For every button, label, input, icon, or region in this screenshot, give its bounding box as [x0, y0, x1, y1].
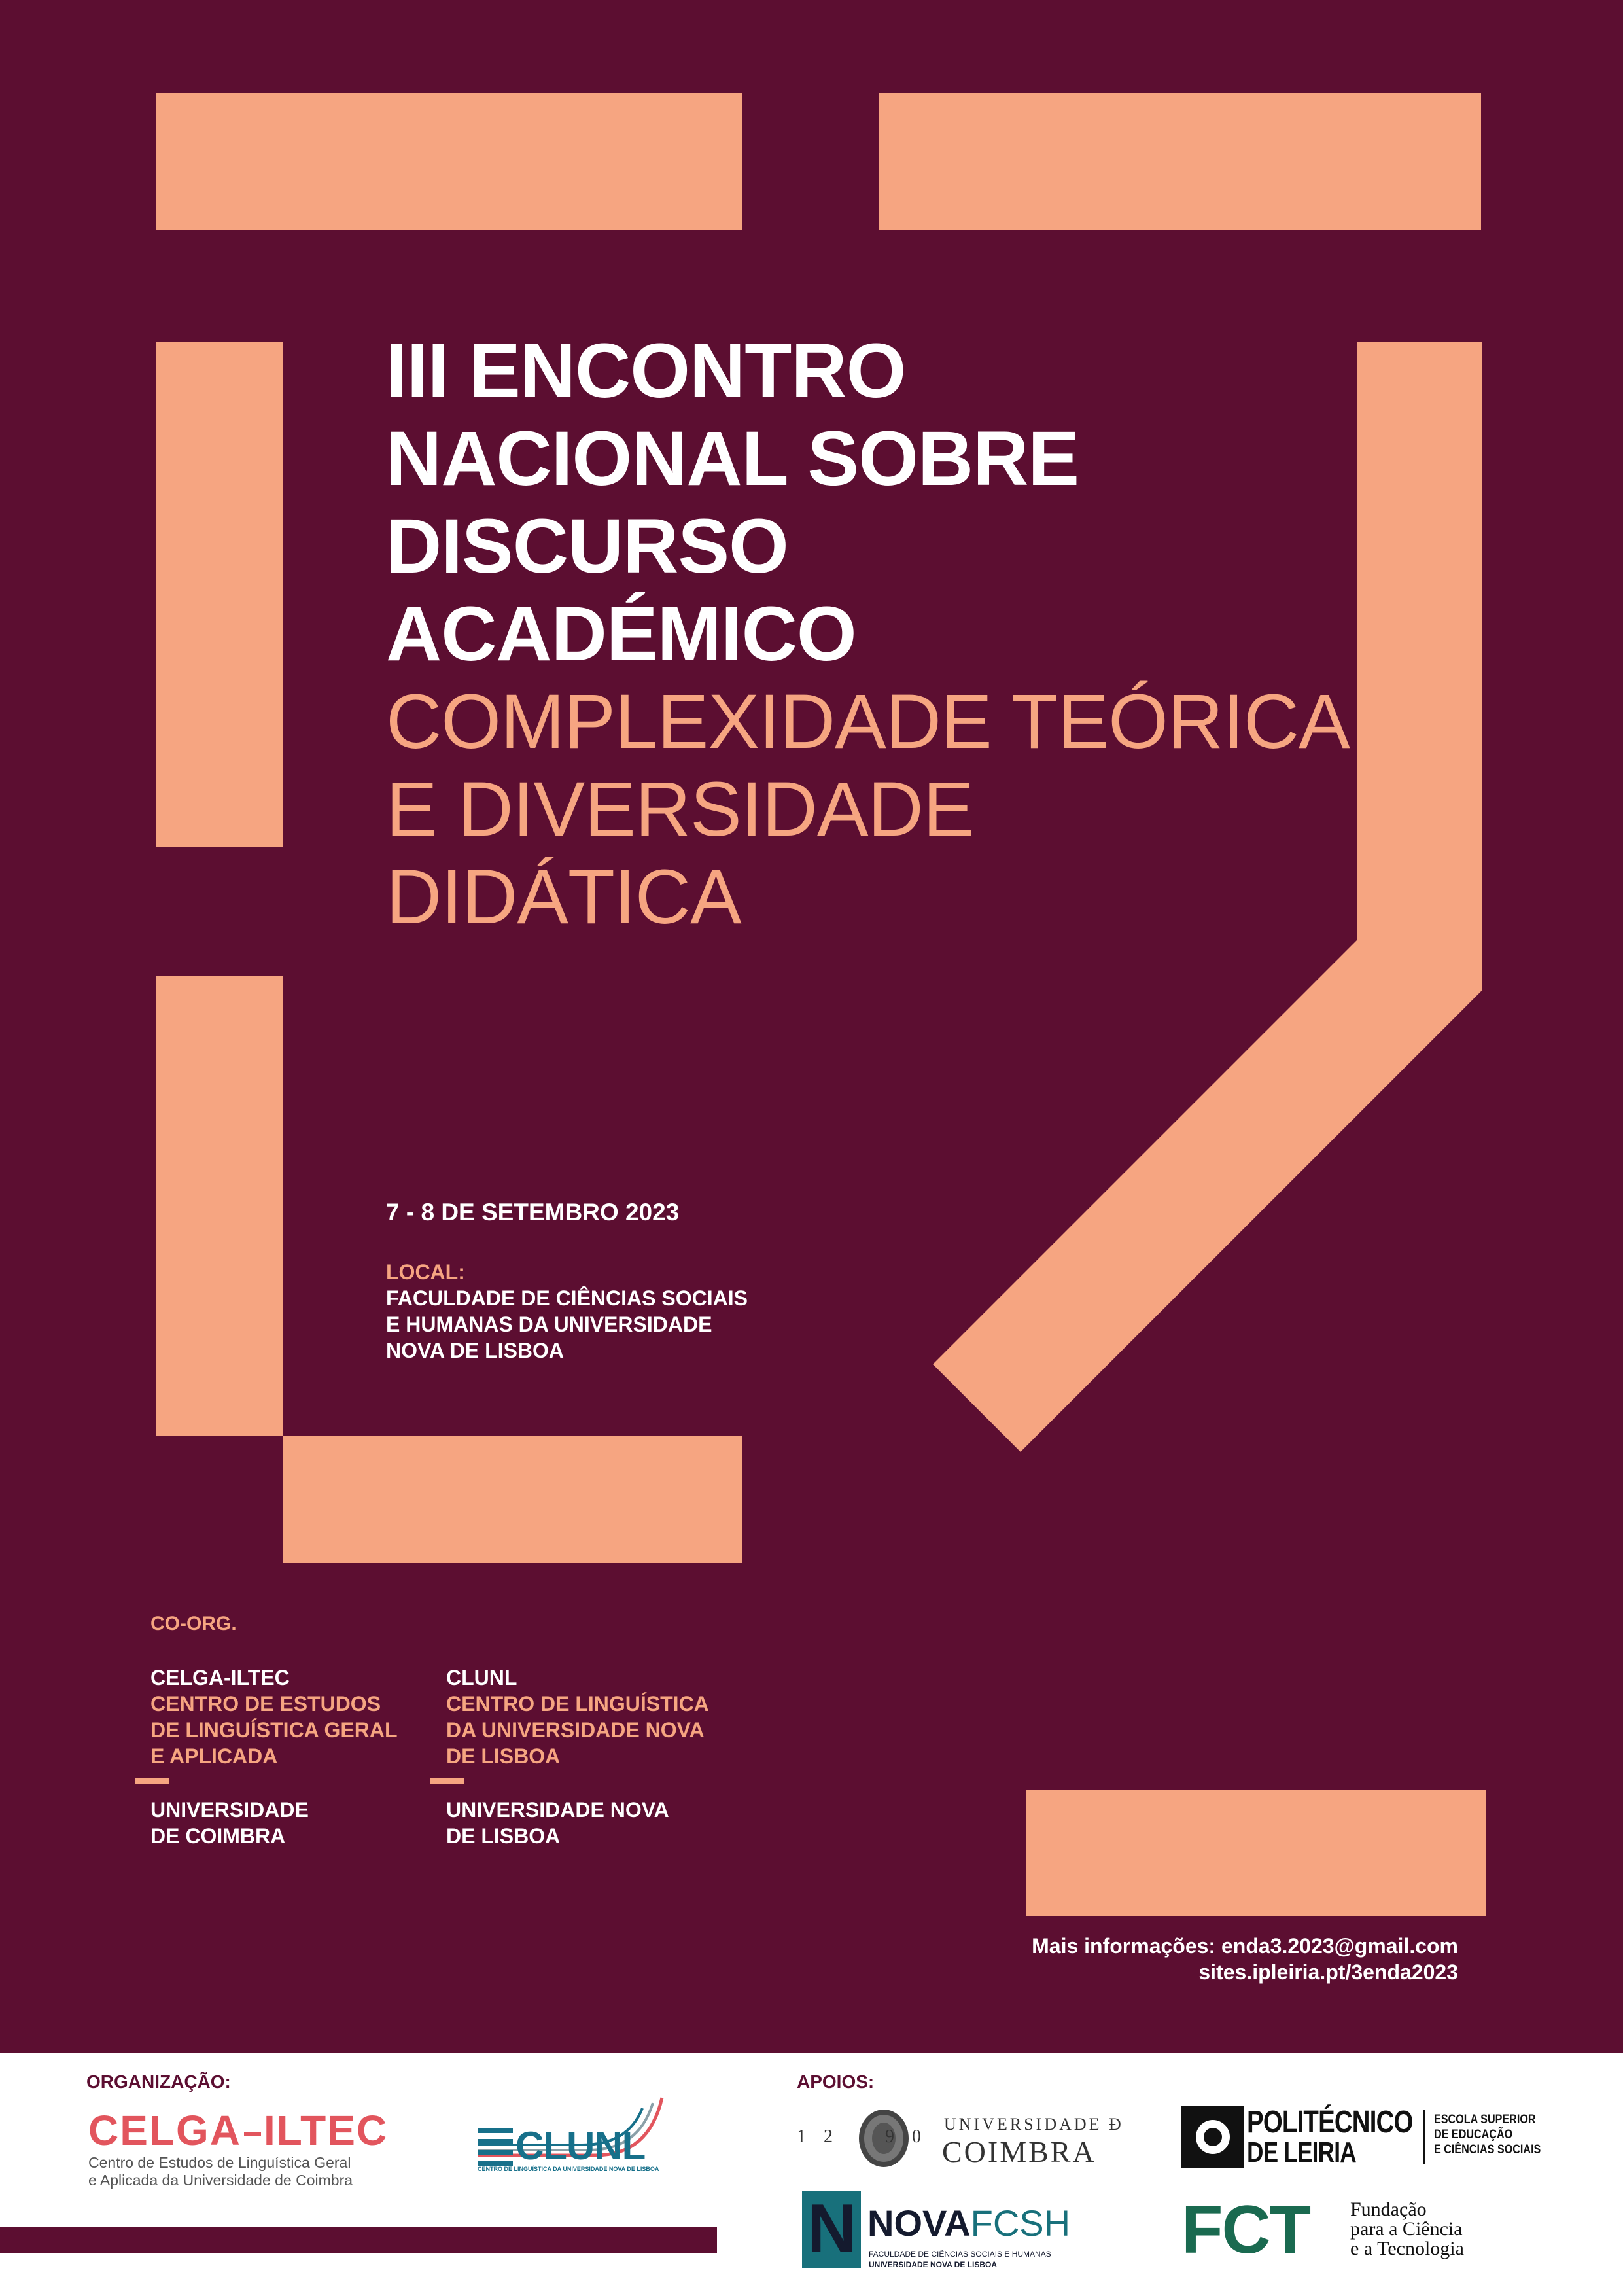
subtitle-line: E DIVERSIDADE [386, 766, 974, 853]
co-org-center-line: DE LINGUÍSTICA GERAL [150, 1718, 398, 1742]
coimbra-logo [797, 2107, 1124, 2172]
clunl-logo-subtitle: CENTRO DE LINGUÍSTICA DA UNIVERSIDADE NOVA DE LISBOA [478, 2166, 659, 2172]
leiria-school-name [1434, 2112, 1541, 2157]
subtitle-line: DIDÁTICA [386, 854, 741, 940]
co-org-university-line: UNIVERSIDADE NOVA [446, 1798, 669, 1822]
fct-logo-line: para a Ciência [1350, 2218, 1463, 2240]
fct-logo [1181, 2192, 1482, 2268]
leiria-school-line: DE EDUCAÇÃO [1434, 2128, 1513, 2142]
fct-logo-line: Fundação [1350, 2199, 1427, 2220]
title-line: DISCURSO [386, 503, 788, 590]
clunl-logo-lines [478, 2128, 517, 2167]
leiria-school-line: ESCOLA SUPERIOR [1434, 2113, 1536, 2127]
leiria-logo-line: DE LEIRIA [1247, 2136, 1356, 2168]
celga-logo-part: CELGA [88, 2107, 241, 2154]
nova-logo-subtitle: FACULDADE DE CIÊNCIAS SOCIAIS E HUMANAS [869, 2250, 1051, 2259]
co-org-center-line: CENTRO DE LINGUÍSTICA [446, 1692, 709, 1716]
support-label: APOIOS: [797, 2072, 875, 2092]
venue [386, 1259, 748, 1364]
footer-accent-bar [0, 2227, 717, 2253]
co-org-center-line: CENTRO DE ESTUDOS [150, 1692, 381, 1716]
co-org-divider [135, 1778, 169, 1784]
venue-line: FACULDADE DE CIÊNCIAS SOCIAIS [386, 1286, 748, 1310]
venue-line: NOVA DE LISBOA [386, 1339, 565, 1362]
nova-logo-wordmark [867, 2202, 1071, 2244]
organization-label: ORGANIZAÇÃO: [86, 2072, 231, 2092]
celga-logo-part: ILTEC [264, 2107, 389, 2154]
celga-logo-title [88, 2107, 428, 2154]
co-org-label: CO-ORG. [150, 1613, 237, 1634]
coimbra-logo-name: COIMBRA [942, 2135, 1096, 2168]
co-org-center-line: E APLICADA [150, 1744, 278, 1768]
politecnico-leiria-logo [1181, 2106, 1548, 2178]
clunl-logo [478, 2093, 667, 2171]
leiria-logo-line: POLITÉCNICO [1247, 2105, 1413, 2140]
nova-logo-bold: NOVA [867, 2202, 971, 2244]
title-line: NACIONAL SOBRE [386, 415, 1079, 502]
subtitle-line: COMPLEXIDADE TEÓRICA [386, 679, 1350, 765]
co-org-divider [430, 1778, 464, 1784]
fct-logo-line: e a Tecnologia [1350, 2238, 1464, 2259]
co-org-celga [150, 1665, 397, 1849]
co-org-university-line: UNIVERSIDADE [150, 1798, 309, 1822]
clunl-logo-wordmark: CLUNL [515, 2124, 646, 2168]
celga-logo-dash [244, 2132, 261, 2136]
coimbra-year: 1 2 [797, 2127, 839, 2147]
nova-fcsh-logo [802, 2191, 1077, 2276]
fct-logo-mark: FCT [1181, 2192, 1310, 2268]
leiria-logo-icon [1181, 2106, 1244, 2168]
contact-email[interactable]: Mais informações: enda3.2023@gmail.com [1032, 1934, 1458, 1958]
title-line: III ENCONTRO [386, 328, 906, 414]
co-org-name: CLUNL [446, 1666, 517, 1689]
leiria-logo-divider [1423, 2110, 1425, 2164]
title-line: ACADÉMICO [386, 591, 856, 677]
celga-logo-subtitle: Centro de Estudos de Linguística Geral [88, 2154, 351, 2171]
co-org-university-line: DE LISBOA [446, 1824, 561, 1848]
fct-logo-text [1350, 2200, 1464, 2259]
celga-logo-subtitle: e Aplicada da Universidade de Coimbra [88, 2172, 353, 2189]
venue-label: LOCAL: [386, 1260, 465, 1284]
event-date: 7 - 8 DE SETEMBRO 2023 [386, 1199, 680, 1226]
coimbra-year: 9 0 [885, 2127, 928, 2147]
nova-logo-letter: N [807, 2191, 857, 2267]
nova-logo-subtitle: UNIVERSIDADE NOVA DE LISBOA [869, 2260, 998, 2269]
coimbra-logo-line: UNIVERSIDADE Ð [944, 2115, 1124, 2134]
event-title [386, 327, 1367, 941]
nova-logo-n-mark [802, 2191, 861, 2268]
co-org-center-line: DE LISBOA [446, 1744, 561, 1768]
sponsor-footer [0, 2053, 1623, 2296]
contact-website[interactable]: sites.ipleiria.pt/3enda2023 [1198, 1960, 1458, 1984]
co-org-center-line: DA UNIVERSIDADE NOVA [446, 1718, 705, 1742]
venue-line: E HUMANAS DA UNIVERSIDADE [386, 1313, 712, 1336]
nova-logo-light: FCSH [970, 2202, 1071, 2244]
co-org-clunl [446, 1665, 709, 1849]
celga-iltec-logo [88, 2107, 428, 2189]
contact-info [1032, 1933, 1458, 1985]
leiria-school-line: E CIÊNCIAS SOCIAIS [1434, 2143, 1541, 2157]
co-org-university-line: DE COIMBRA [150, 1824, 286, 1848]
co-org-name: CELGA-ILTEC [150, 1666, 290, 1689]
